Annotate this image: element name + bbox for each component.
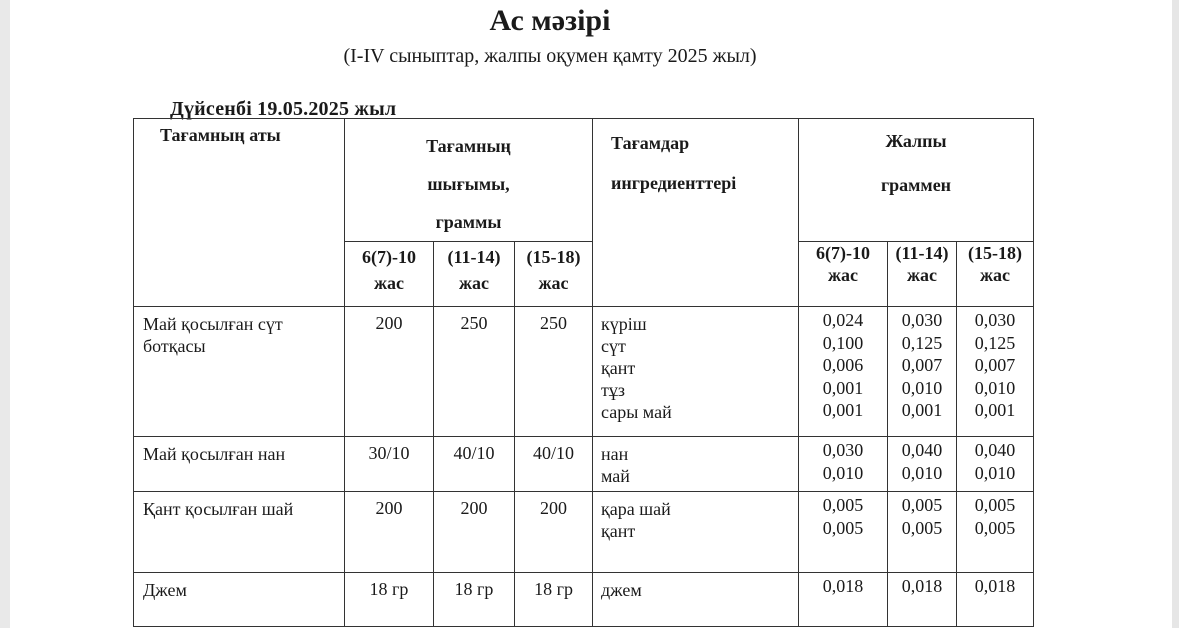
ingredient-list: нан май — [593, 437, 799, 492]
portion-value: 200 — [434, 492, 515, 573]
total-grams: 0,005 0,005 — [888, 492, 957, 573]
header-dish-name: Тағамның аты — [134, 119, 345, 307]
ingredient-list: күріш сүт қант тұз сары май — [593, 307, 799, 437]
portion-value: 250 — [434, 307, 515, 437]
ingredient-list: джем — [593, 573, 799, 627]
total-grams: 0,030 0,125 0,007 0,010 0,001 — [957, 307, 1034, 437]
portion-value: 200 — [515, 492, 593, 573]
header-total-grams: Жалпы граммен — [799, 119, 1034, 242]
dish-name: Джем — [134, 573, 345, 627]
dish-name: Май қосылған сүт ботқасы — [134, 307, 345, 437]
day-heading: Дүйсенбі 19.05.2025 жыл — [170, 98, 397, 120]
total-grams: 0,024 0,100 0,006 0,001 0,001 — [799, 307, 888, 437]
document-subtitle: (I-IV сыныптар, жалпы оқумен қамту 2025 жыл) — [343, 45, 757, 67]
total-age-3: (15-18) жас — [957, 242, 1034, 307]
total-grams: 0,005 0,005 — [799, 492, 888, 573]
portion-age-3: (15-18) жас — [515, 242, 593, 307]
total-grams: 0,018 — [888, 573, 957, 627]
total-grams: 0,030 0,010 — [799, 437, 888, 492]
table-row — [134, 573, 1034, 627]
table-row — [134, 437, 1034, 492]
table-row — [134, 492, 1034, 573]
document-title: Ас мәзірі — [489, 4, 611, 37]
ingredient-list: қара шай қант — [593, 492, 799, 573]
page-edge-left — [0, 0, 10, 628]
total-grams: 0,040 0,010 — [957, 437, 1034, 492]
portion-value: 18 гр — [345, 573, 434, 627]
portion-value: 18 гр — [434, 573, 515, 627]
portion-value: 40/10 — [434, 437, 515, 492]
header-row — [134, 119, 1034, 242]
portion-age-1: 6(7)-10 жас — [345, 242, 434, 307]
portion-value: 18 гр — [515, 573, 593, 627]
page-edge-right — [1172, 0, 1179, 628]
portion-value: 250 — [515, 307, 593, 437]
menu-table — [133, 118, 1034, 627]
dish-name: Қант қосылған шай — [134, 492, 345, 573]
total-age-2: (11-14) жас — [888, 242, 957, 307]
header-portion: Тағамның шығымы, граммы — [345, 119, 593, 242]
portion-value: 200 — [345, 492, 434, 573]
total-grams: 0,040 0,010 — [888, 437, 957, 492]
table-row — [134, 307, 1034, 437]
header-ingredients: Тағамдар ингредиенттері — [593, 119, 799, 307]
portion-age-2: (11-14) жас — [434, 242, 515, 307]
portion-value: 40/10 — [515, 437, 593, 492]
total-grams: 0,018 — [957, 573, 1034, 627]
total-age-1: 6(7)-10 жас — [799, 242, 888, 307]
portion-value: 30/10 — [345, 437, 434, 492]
portion-value: 200 — [345, 307, 434, 437]
dish-name: Май қосылған нан — [134, 437, 345, 492]
total-grams: 0,005 0,005 — [957, 492, 1034, 573]
total-grams: 0,030 0,125 0,007 0,010 0,001 — [888, 307, 957, 437]
total-grams: 0,018 — [799, 573, 888, 627]
